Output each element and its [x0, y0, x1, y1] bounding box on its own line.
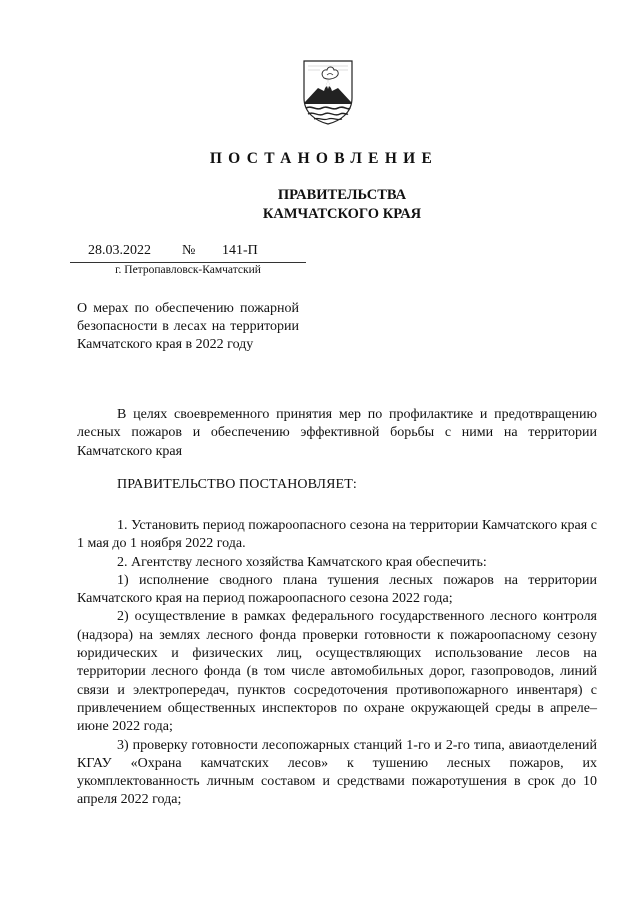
document-date: 28.03.2022 — [88, 243, 151, 258]
resolution-items — [77, 517, 597, 810]
list-item: 2. Агентству лесного хозяйства Камчатского края обеспечить: — [117, 554, 487, 570]
date-underline — [70, 262, 306, 263]
document-type-title: ПОСТАНОВЛЕНИЕ — [209, 150, 439, 167]
issuer-title — [0, 186, 640, 224]
preamble-paragraph: В целях своевременного принятия мер по профилактике и предотвращению лесных пожаров и обеспечению эффективной борьбы с ними на территории Камчатского края — [77, 407, 597, 459]
date-number-row — [70, 243, 306, 263]
list-item: 1) исполнение сводного плана тушения лесных пожаров на территории Камчатского края на период пожароопасного сезона 2022 года; — [77, 572, 597, 607]
preamble — [77, 406, 597, 461]
issuer-line-2: КАМЧАТСКОГО КРАЯ — [262, 206, 422, 222]
document-number: 141-П — [222, 243, 258, 258]
list-item: 2) осуществление в рамках федерального государственного лесного контроля (надзора) на землях лесного фонда проверки готовности к пожароопасному сезону юридических и физических лиц, осуществляющих использование лесов на территории лесного фонда (в том числе автомобильных дорог, газопроводов, линий связи и электропередач, пунктов сосредоточения противопожарного инвентаря) с привлечением общественных инспекторов по охране окружающей среды в апреле–июне 2022 года; — [77, 609, 597, 735]
kamchatka-volcano-emblem-icon — [300, 58, 356, 126]
issuer-line-1: ПРАВИТЕЛЬСТВА — [277, 187, 407, 203]
list-item: 3) проверку готовности лесопожарных станций 1-го и 2-го типа, авиаотделений КГАУ «Охрана камчатских лесов» к тушению лесных пожаров, их укомплектованность личным составом и средствами пожаротушения в срок до 10 апреля 2022 года; — [77, 737, 597, 808]
issue-city: г. Петропавловск-Камчатский — [115, 264, 261, 276]
resolve-heading: ПРАВИТЕЛЬСТВО ПОСТАНОВЛЯЕТ: — [117, 477, 357, 492]
number-sign: № — [182, 243, 196, 258]
list-item: 1. Установить период пожароопасного сезона на территории Камчатского края с 1 мая до 1 ноября 2022 года. — [77, 518, 597, 552]
document-subject: О мерах по обеспечению пожарной безопасности в лесах на территории Камчатского края в 2022 году — [77, 301, 299, 353]
